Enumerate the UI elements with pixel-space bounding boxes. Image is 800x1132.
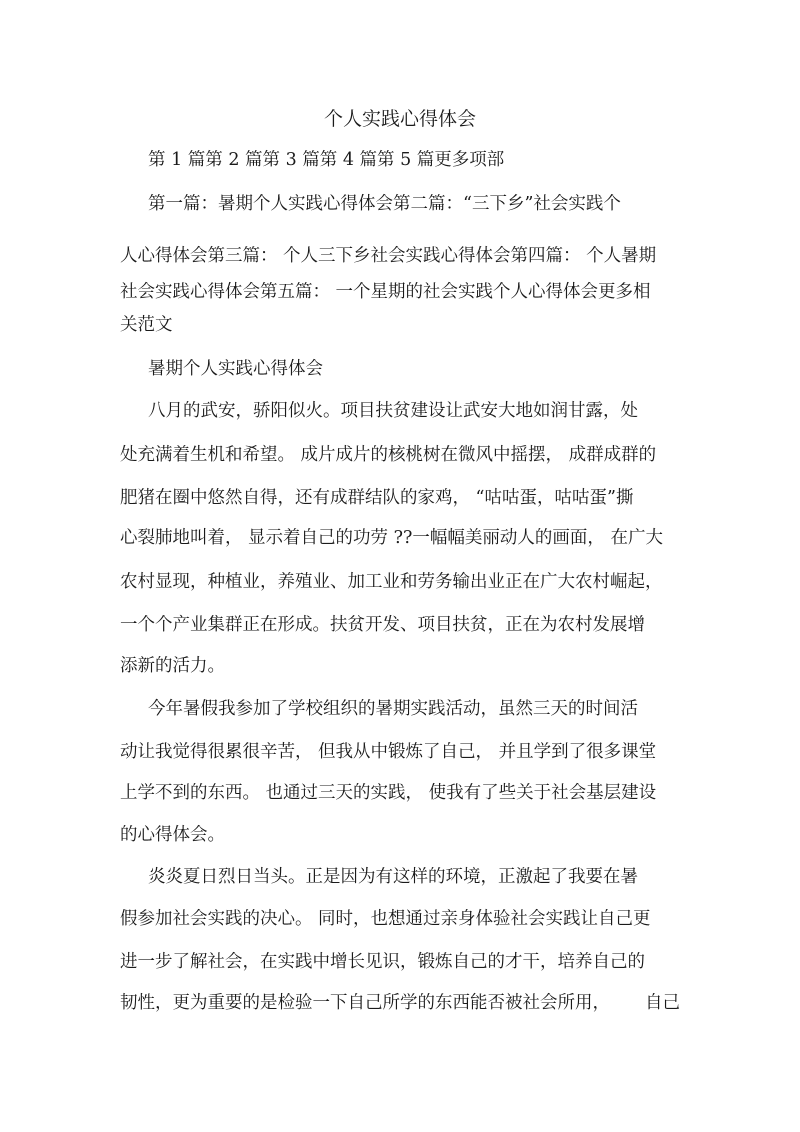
paragraph-line: 心裂肺地叫着， 显示着自己的功劳 ??一幅幅美丽动人的画面， 在广大	[120, 528, 663, 548]
paragraph-line: 一个个产业集群正在形成。扶贫开发、项目扶贫，正在为农村发展增	[120, 615, 645, 635]
paragraph-line: 今年暑假我参加了学校组织的暑期实践活动，虽然三天的时间活	[148, 699, 638, 719]
paragraph-line-segment: 自己	[645, 993, 680, 1013]
toc-entry-line: 社会实践心得体会第五篇： 一个星期的社会实践个人心得体会更多相	[120, 282, 651, 302]
paragraph-line: 假参加社会实践的决心。 同时，也想通过亲身体验社会实践让自己更	[120, 909, 651, 929]
paragraph-line: 八月的武安，骄阳似火。项目扶贫建设让武安大地如润甘露，处	[148, 401, 638, 421]
paragraph-line: 处充满着生机和希望。 成片成片的核桃树在微风中摇摆， 成群成群的	[120, 445, 657, 465]
document-title: 个人实践心得体会	[323, 108, 476, 130]
paragraph-line: 的心得体会。	[120, 825, 225, 845]
section-heading: 暑期个人实践心得体会	[148, 359, 323, 379]
paragraph-line: 上学不到的东西。 也通过三天的实践， 使我有了些关于社会基层建设	[120, 783, 657, 803]
paragraph-line: 动让我觉得很累很辛苦， 但我从中锻炼了自己， 并且学到了很多课堂	[120, 742, 657, 762]
paragraph-line: 添新的活力。	[120, 656, 225, 676]
paragraph-line-segment: 韧性，更为重要的是检验一下自己所学的东西能否被社会所用，	[120, 993, 610, 1013]
paragraph-line	[120, 992, 680, 1014]
paragraph-line: 肥猪在圈中悠然自得，还有成群结队的家鸡， “咕咕蛋，咕咕蛋”撕	[120, 488, 634, 508]
toc-entry-line: 人心得体会第三篇： 个人三下乡社会实践心得体会第四篇： 个人暑期	[120, 246, 657, 266]
paragraph-line: 炎炎夏日烈日当头。正是因为有这样的环境，正激起了我要在暑	[148, 867, 638, 887]
toc-entry-line: 关范文	[120, 315, 173, 335]
toc-line: 第 1 篇第 2 篇第 3 篇第 4 篇第 5 篇更多项部	[148, 150, 505, 170]
paragraph-line: 进一步了解社会，在实践中增长见识，锻炼自己的才干，培养自己的	[120, 952, 645, 972]
toc-entry-line: 第一篇：暑期个人实践心得体会第二篇：“三下乡”社会实践个	[148, 194, 621, 214]
paragraph-line: 农村显现，种植业，养殖业、加工业和劳务输出业正在广大农村崛起，	[120, 572, 663, 592]
